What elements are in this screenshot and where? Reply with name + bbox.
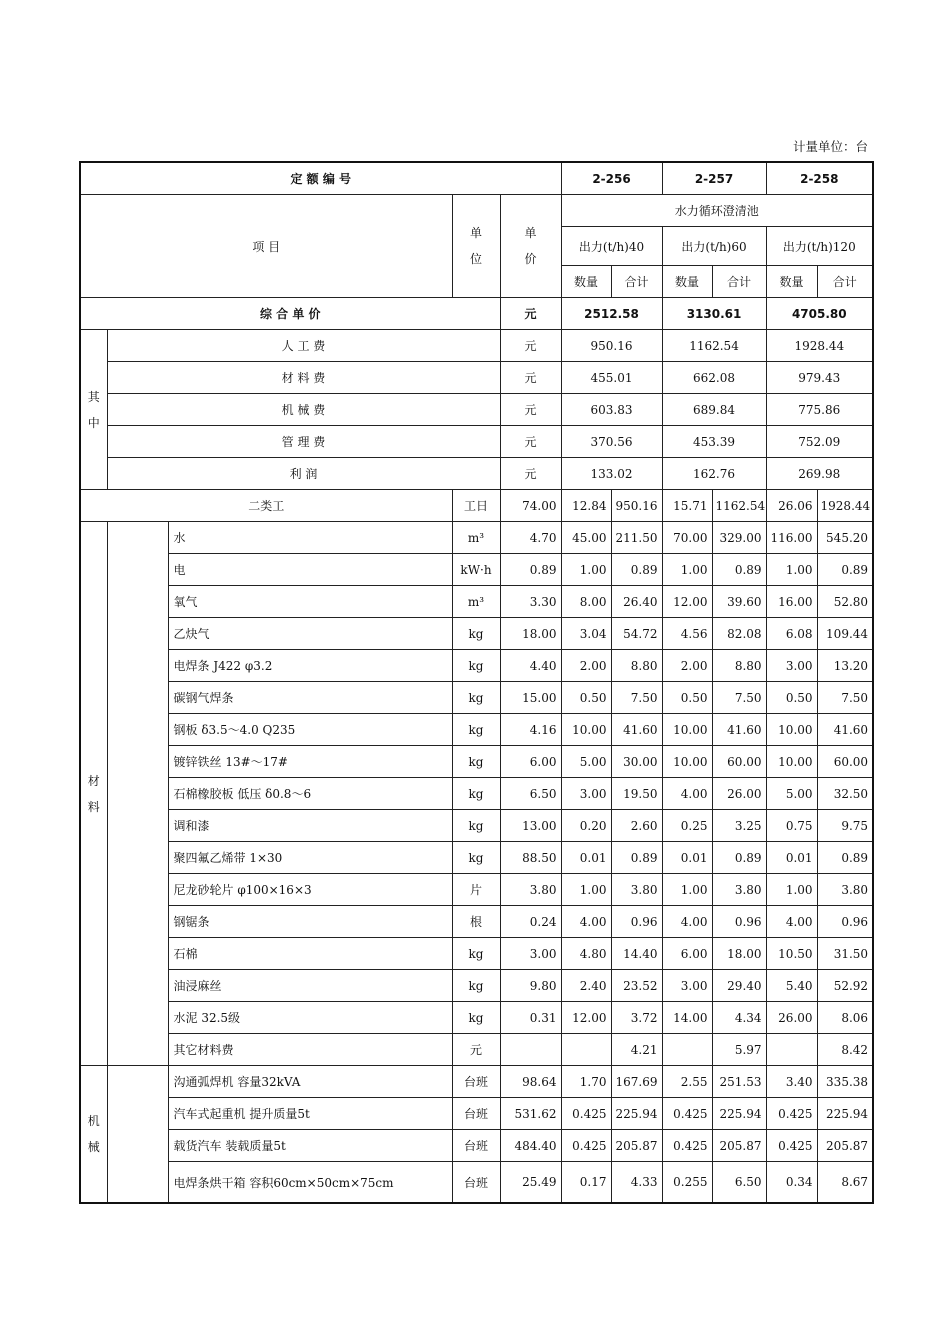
materials-cell: 41.60 (817, 714, 873, 746)
materials-cell: 0.89 (712, 842, 766, 874)
materials-row (80, 1034, 873, 1066)
materials-cell: 60.00 (817, 746, 873, 778)
fee-value: 603.83 (561, 394, 662, 426)
materials-label: 材 料 (80, 522, 107, 1066)
fee-value: 162.76 (662, 458, 766, 490)
materials-cell: 0.01 (766, 842, 817, 874)
materials-cell: 8.80 (712, 650, 766, 682)
materials-cell: 2.00 (662, 650, 712, 682)
materials-cell: 116.00 (766, 522, 817, 554)
materials-cell: 7.50 (712, 682, 766, 714)
materials-price: 9.80 (500, 970, 561, 1002)
materials-cell: 4.56 (662, 618, 712, 650)
machinery-cell: 205.87 (611, 1130, 662, 1162)
machinery-cell: 225.94 (611, 1098, 662, 1130)
materials-cell: 0.89 (712, 554, 766, 586)
materials-cell: 12.00 (561, 1002, 611, 1034)
materials-row (80, 810, 873, 842)
materials-price: 18.00 (500, 618, 561, 650)
materials-cell: 32.50 (817, 778, 873, 810)
machinery-unit: 台班 (452, 1162, 500, 1204)
materials-unit: m³ (452, 522, 500, 554)
materials-cell: 4.00 (662, 778, 712, 810)
machinery-cell: 205.87 (712, 1130, 766, 1162)
fee-unit: 元 (500, 458, 561, 490)
materials-name: 碳钢气焊条 (168, 682, 452, 714)
header-row (80, 195, 873, 227)
materials-cell: 23.52 (611, 970, 662, 1002)
machinery-name: 沟通弧焊机 容量32kVA (168, 1066, 452, 1098)
materials-cell: 2.60 (611, 810, 662, 842)
materials-name: 钢锯条 (168, 906, 452, 938)
materials-cell: 0.89 (611, 554, 662, 586)
materials-cell: 10.00 (561, 714, 611, 746)
machinery-cell: 0.425 (766, 1098, 817, 1130)
labor-cell: 26.06 (766, 490, 817, 522)
labor-row (80, 490, 873, 522)
materials-cell: 4.00 (561, 906, 611, 938)
fee-unit: 元 (500, 362, 561, 394)
materials-price (500, 1034, 561, 1066)
materials-unit: kg (452, 1002, 500, 1034)
fee-row (80, 362, 873, 394)
materials-cell: 3.25 (712, 810, 766, 842)
machinery-cell: 1.70 (561, 1066, 611, 1098)
materials-cell: 8.80 (611, 650, 662, 682)
materials-cell: 19.50 (611, 778, 662, 810)
materials-price: 6.00 (500, 746, 561, 778)
fee-value: 455.01 (561, 362, 662, 394)
group-title: 水力循环澄清池 (561, 195, 873, 227)
materials-cell: 3.80 (712, 874, 766, 906)
machinery-unit: 台班 (452, 1098, 500, 1130)
materials-cell: 26.40 (611, 586, 662, 618)
materials-cell: 0.75 (766, 810, 817, 842)
materials-cell: 211.50 (611, 522, 662, 554)
materials-cell: 7.50 (817, 682, 873, 714)
fee-name: 人 工 费 (107, 330, 500, 362)
materials-unit: kg (452, 746, 500, 778)
labor-cell: 12.84 (561, 490, 611, 522)
fee-value: 979.43 (766, 362, 873, 394)
materials-cell: 4.00 (662, 906, 712, 938)
materials-cell: 0.50 (662, 682, 712, 714)
materials-cell: 0.20 (561, 810, 611, 842)
materials-unit: kg (452, 970, 500, 1002)
materials-row (80, 938, 873, 970)
materials-name: 聚四氟乙烯带 1×30 (168, 842, 452, 874)
machinery-cell: 0.425 (662, 1130, 712, 1162)
fee-value: 662.08 (662, 362, 766, 394)
materials-name: 石棉 (168, 938, 452, 970)
materials-cell: 0.89 (817, 554, 873, 586)
fee-value: 269.98 (766, 458, 873, 490)
machinery-cell: 225.94 (712, 1098, 766, 1130)
materials-row (80, 586, 873, 618)
materials-name: 水 (168, 522, 452, 554)
materials-cell (561, 1034, 611, 1066)
fee-unit: 元 (500, 394, 561, 426)
materials-cell: 13.20 (817, 650, 873, 682)
materials-price: 4.16 (500, 714, 561, 746)
materials-cell: 0.50 (766, 682, 817, 714)
materials-price: 0.24 (500, 906, 561, 938)
machinery-cell: 205.87 (817, 1130, 873, 1162)
machinery-unit: 台班 (452, 1066, 500, 1098)
materials-name: 钢板 δ3.5～4.0 Q235 (168, 714, 452, 746)
materials-cell (662, 1034, 712, 1066)
labor-cell: 15.71 (662, 490, 712, 522)
materials-cell: 45.00 (561, 522, 611, 554)
fee-row (80, 330, 873, 362)
materials-cell: 10.00 (662, 714, 712, 746)
machinery-price: 531.62 (500, 1098, 561, 1130)
materials-name: 乙炔气 (168, 618, 452, 650)
sum-header: 合计 (817, 266, 873, 298)
including-label: 其 中 (80, 330, 107, 490)
machinery-cell: 0.425 (766, 1130, 817, 1162)
materials-cell: 54.72 (611, 618, 662, 650)
qty-header: 数量 (662, 266, 712, 298)
machinery-cell: 0.425 (561, 1130, 611, 1162)
machinery-price: 98.64 (500, 1066, 561, 1098)
materials-cell: 14.40 (611, 938, 662, 970)
materials-cell: 9.75 (817, 810, 873, 842)
materials-unit: kg (452, 682, 500, 714)
fee-row (80, 458, 873, 490)
fee-value: 775.86 (766, 394, 873, 426)
materials-cell: 39.60 (712, 586, 766, 618)
materials-cell: 3.80 (611, 874, 662, 906)
materials-name: 石棉橡胶板 低压 δ0.8～6 (168, 778, 452, 810)
materials-cell: 1.00 (561, 874, 611, 906)
materials-cell: 5.97 (712, 1034, 766, 1066)
labor-unit: 工日 (452, 490, 500, 522)
code-cell: 2-257 (662, 162, 766, 195)
fee-row (80, 394, 873, 426)
materials-spacer (107, 522, 168, 1066)
fee-value: 689.84 (662, 394, 766, 426)
materials-unit: 片 (452, 874, 500, 906)
composite-value: 2512.58 (561, 298, 662, 330)
materials-unit: kg (452, 778, 500, 810)
materials-price: 0.31 (500, 1002, 561, 1034)
materials-name: 水泥 32.5级 (168, 1002, 452, 1034)
materials-unit: 元 (452, 1034, 500, 1066)
materials-name: 其它材料费 (168, 1034, 452, 1066)
price-header: 单 价 (500, 195, 561, 298)
materials-name: 尼龙砂轮片 φ100×16×3 (168, 874, 452, 906)
materials-price: 15.00 (500, 682, 561, 714)
labor-cell: 1928.44 (817, 490, 873, 522)
materials-row (80, 778, 873, 810)
materials-unit: m³ (452, 586, 500, 618)
code-cell: 2-258 (766, 162, 873, 195)
fee-name: 材 料 费 (107, 362, 500, 394)
materials-unit: kW·h (452, 554, 500, 586)
materials-cell: 3.72 (611, 1002, 662, 1034)
materials-cell: 0.89 (611, 842, 662, 874)
materials-row (80, 970, 873, 1002)
machinery-price: 25.49 (500, 1162, 561, 1204)
machinery-spacer (107, 1066, 168, 1204)
materials-cell: 1.00 (662, 874, 712, 906)
qty-header: 数量 (561, 266, 611, 298)
materials-cell: 0.96 (817, 906, 873, 938)
labor-cell: 950.16 (611, 490, 662, 522)
quota-table (79, 161, 874, 1204)
sum-header: 合计 (611, 266, 662, 298)
machinery-cell: 0.34 (766, 1162, 817, 1204)
machinery-name: 汽车式起重机 提升质量5t (168, 1098, 452, 1130)
materials-unit: 根 (452, 906, 500, 938)
materials-row (80, 746, 873, 778)
materials-cell: 31.50 (817, 938, 873, 970)
machinery-cell: 0.17 (561, 1162, 611, 1204)
materials-unit: kg (452, 810, 500, 842)
fee-value: 1928.44 (766, 330, 873, 362)
materials-cell: 1.00 (766, 554, 817, 586)
materials-cell: 3.00 (561, 778, 611, 810)
machinery-cell: 225.94 (817, 1098, 873, 1130)
machinery-name: 电焊条烘干箱 容积60cm×50cm×75cm (168, 1162, 452, 1204)
fee-value: 950.16 (561, 330, 662, 362)
materials-cell: 0.01 (561, 842, 611, 874)
materials-cell: 329.00 (712, 522, 766, 554)
materials-cell: 14.00 (662, 1002, 712, 1034)
materials-cell: 4.00 (766, 906, 817, 938)
qty-header: 数量 (766, 266, 817, 298)
materials-cell: 109.44 (817, 618, 873, 650)
machinery-label: 机 械 (80, 1066, 107, 1204)
materials-cell: 3.80 (817, 874, 873, 906)
output-cell: 出力(t/h)120 (766, 227, 873, 266)
materials-cell: 545.20 (817, 522, 873, 554)
machinery-row (80, 1098, 873, 1130)
materials-cell: 30.00 (611, 746, 662, 778)
materials-price: 6.50 (500, 778, 561, 810)
fee-name: 机 械 费 (107, 394, 500, 426)
fee-value: 133.02 (561, 458, 662, 490)
output-cell: 出力(t/h)40 (561, 227, 662, 266)
machinery-cell: 8.67 (817, 1162, 873, 1204)
machinery-unit: 台班 (452, 1130, 500, 1162)
machinery-row (80, 1066, 873, 1098)
materials-name: 镀锌铁丝 13#～17# (168, 746, 452, 778)
materials-name: 电 (168, 554, 452, 586)
machinery-cell: 4.33 (611, 1162, 662, 1204)
machinery-cell: 0.425 (561, 1098, 611, 1130)
materials-price: 3.00 (500, 938, 561, 970)
composite-row (80, 298, 873, 330)
materials-row (80, 650, 873, 682)
materials-cell: 29.40 (712, 970, 766, 1002)
materials-cell: 2.00 (561, 650, 611, 682)
materials-cell: 18.00 (712, 938, 766, 970)
materials-row (80, 682, 873, 714)
materials-cell: 4.80 (561, 938, 611, 970)
labor-cell: 1162.54 (712, 490, 766, 522)
machinery-cell: 0.255 (662, 1162, 712, 1204)
materials-cell: 7.50 (611, 682, 662, 714)
materials-cell: 1.00 (662, 554, 712, 586)
materials-cell: 3.04 (561, 618, 611, 650)
sum-header: 合计 (712, 266, 766, 298)
materials-cell: 60.00 (712, 746, 766, 778)
materials-cell: 6.08 (766, 618, 817, 650)
materials-row (80, 522, 873, 554)
fee-unit: 元 (500, 426, 561, 458)
fee-value: 370.56 (561, 426, 662, 458)
machinery-row (80, 1162, 873, 1204)
materials-unit: kg (452, 714, 500, 746)
unit-header: 单 位 (452, 195, 500, 298)
materials-cell: 10.00 (766, 746, 817, 778)
machinery-cell: 2.55 (662, 1066, 712, 1098)
materials-name: 油浸麻丝 (168, 970, 452, 1002)
materials-row (80, 906, 873, 938)
materials-price: 88.50 (500, 842, 561, 874)
materials-cell: 26.00 (766, 1002, 817, 1034)
machinery-cell: 167.69 (611, 1066, 662, 1098)
materials-cell: 8.00 (561, 586, 611, 618)
materials-cell: 82.08 (712, 618, 766, 650)
labor-price: 74.00 (500, 490, 561, 522)
materials-cell: 3.00 (662, 970, 712, 1002)
materials-cell: 41.60 (611, 714, 662, 746)
materials-name: 氧气 (168, 586, 452, 618)
materials-cell: 70.00 (662, 522, 712, 554)
materials-cell: 10.00 (766, 714, 817, 746)
composite-label: 综 合 单 价 (80, 298, 500, 330)
materials-unit: kg (452, 842, 500, 874)
materials-cell: 8.42 (817, 1034, 873, 1066)
fee-value: 453.39 (662, 426, 766, 458)
materials-cell: 41.60 (712, 714, 766, 746)
materials-cell: 4.21 (611, 1034, 662, 1066)
quota-code-label: 定 额 编 号 (80, 162, 561, 195)
machinery-cell: 6.50 (712, 1162, 766, 1204)
materials-cell: 0.50 (561, 682, 611, 714)
materials-row (80, 874, 873, 906)
output-cell: 出力(t/h)60 (662, 227, 766, 266)
materials-cell: 12.00 (662, 586, 712, 618)
materials-cell: 8.06 (817, 1002, 873, 1034)
materials-row (80, 842, 873, 874)
materials-name: 电焊条 J422 φ3.2 (168, 650, 452, 682)
materials-cell: 0.89 (817, 842, 873, 874)
materials-row (80, 618, 873, 650)
materials-price: 13.00 (500, 810, 561, 842)
fee-name: 管 理 费 (107, 426, 500, 458)
composite-value: 4705.80 (766, 298, 873, 330)
materials-row (80, 554, 873, 586)
materials-cell: 6.00 (662, 938, 712, 970)
materials-cell: 52.92 (817, 970, 873, 1002)
materials-cell: 5.40 (766, 970, 817, 1002)
materials-cell: 0.96 (712, 906, 766, 938)
machinery-price: 484.40 (500, 1130, 561, 1162)
materials-cell: 0.01 (662, 842, 712, 874)
materials-price: 4.70 (500, 522, 561, 554)
materials-cell: 0.25 (662, 810, 712, 842)
materials-price: 4.40 (500, 650, 561, 682)
materials-cell: 52.80 (817, 586, 873, 618)
materials-unit: kg (452, 650, 500, 682)
materials-row (80, 714, 873, 746)
materials-cell: 1.00 (766, 874, 817, 906)
unit-note: 计量单位：台 (792, 139, 868, 154)
materials-cell (766, 1034, 817, 1066)
machinery-name: 载货汽车 装载质量5t (168, 1130, 452, 1162)
fee-row (80, 426, 873, 458)
machinery-cell: 0.425 (662, 1098, 712, 1130)
materials-price: 0.89 (500, 554, 561, 586)
materials-cell: 0.96 (611, 906, 662, 938)
fee-name: 利 润 (107, 458, 500, 490)
materials-name: 调和漆 (168, 810, 452, 842)
materials-cell: 1.00 (561, 554, 611, 586)
materials-cell: 4.34 (712, 1002, 766, 1034)
composite-value: 3130.61 (662, 298, 766, 330)
code-cell: 2-256 (561, 162, 662, 195)
materials-price: 3.30 (500, 586, 561, 618)
materials-price: 3.80 (500, 874, 561, 906)
fee-value: 752.09 (766, 426, 873, 458)
quota-code-row (80, 162, 873, 195)
machinery-cell: 335.38 (817, 1066, 873, 1098)
machinery-row (80, 1130, 873, 1162)
machinery-cell: 251.53 (712, 1066, 766, 1098)
fee-value: 1162.54 (662, 330, 766, 362)
labor-name: 二类工 (80, 490, 452, 522)
materials-cell: 5.00 (561, 746, 611, 778)
materials-cell: 5.00 (766, 778, 817, 810)
materials-unit: kg (452, 938, 500, 970)
materials-cell: 10.00 (662, 746, 712, 778)
machinery-cell: 3.40 (766, 1066, 817, 1098)
materials-row (80, 1002, 873, 1034)
materials-cell: 3.00 (766, 650, 817, 682)
materials-cell: 10.50 (766, 938, 817, 970)
fee-unit: 元 (500, 330, 561, 362)
materials-cell: 2.40 (561, 970, 611, 1002)
materials-unit: kg (452, 618, 500, 650)
materials-cell: 26.00 (712, 778, 766, 810)
materials-cell: 16.00 (766, 586, 817, 618)
composite-unit: 元 (500, 298, 561, 330)
item-header: 项 目 (80, 195, 452, 298)
